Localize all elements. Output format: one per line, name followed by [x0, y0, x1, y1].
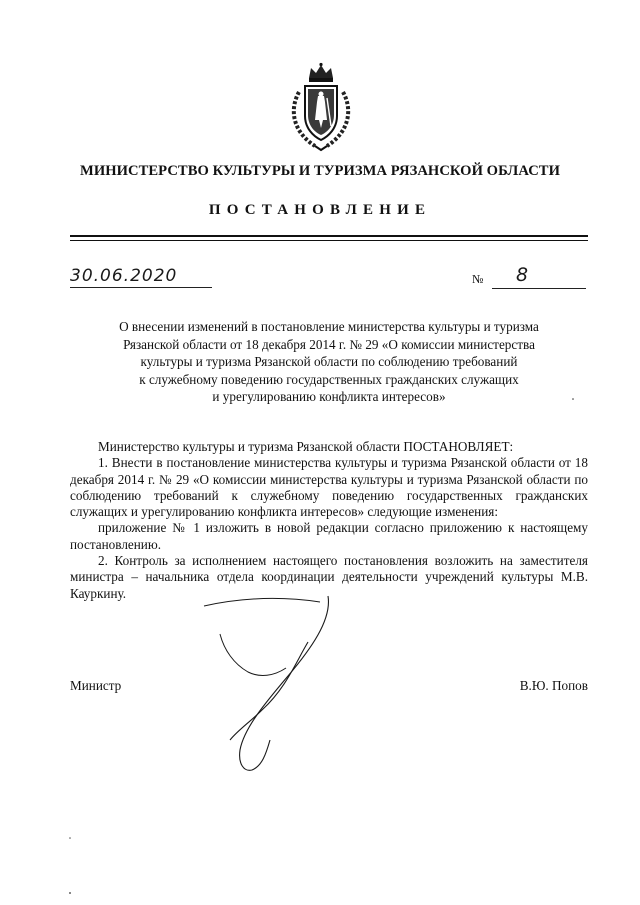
- body-paragraph-item-2: 2. Контроль за исполнением настоящего постановления возложить на заместителя министра – начальника отдела координации деятельности учреждений культуры М.В. Кауркину.: [70, 553, 588, 601]
- ministry-name: МИНИСТЕРСТВО КУЛЬТУРЫ И ТУРИЗМА РЯЗАНСКОЙ ОБЛАСТИ: [80, 163, 560, 179]
- document-date: [70, 266, 212, 292]
- subject-line: Рязанской области от 18 декабря 2014 г. № 29 «О комиссии министерства: [123, 336, 535, 352]
- subject-line: и урегулированию конфликта интересов»: [212, 389, 446, 405]
- number-label: №: [472, 272, 484, 286]
- header-rule-thin: [70, 240, 588, 241]
- coat-of-arms-icon: [285, 62, 357, 152]
- body-paragraph-item-1: 1. Внести в постановление министерства культуры и туризма Рязанской области от 18 декабря 2014 г. № 29 «О комиссии министерства культуры и туризма Рязанской области по соблюдению требований к служебному поведению государственных гражданских служащих и урегулированию конфликта интересов» следующие изменения:: [70, 455, 588, 520]
- document-body: [70, 439, 588, 602]
- subject-line: О внесении изменений в постановление министерства культуры и туризма: [119, 319, 539, 334]
- handwritten-signature: [200, 590, 360, 780]
- signatory-name: В.Ю. Попов: [519, 678, 588, 693]
- number-handwritten: 8: [516, 264, 529, 286]
- date-handwritten: 30.06.2020: [70, 266, 178, 286]
- header-rule-thick: [70, 235, 588, 237]
- subject-line: к служебному поведению государственных гражданских служащих: [139, 371, 519, 387]
- signatory-title: Министр: [70, 678, 122, 693]
- subject-line: культуры и туризма Рязанской области по соблюдению требований: [140, 354, 518, 370]
- number-underline: [492, 288, 586, 289]
- document-number: [468, 264, 586, 292]
- document-subject: [70, 318, 588, 406]
- body-paragraph-appendix: приложение № 1 изложить в новой редакции согласно приложению к настоящему постановлению.: [70, 520, 588, 552]
- date-underline: [70, 287, 212, 288]
- body-paragraph-resolution: Министерство культуры и туризма Рязанской области ПОСТАНОВЛЯЕТ:: [98, 439, 514, 454]
- document-type-title: ПОСТАНОВЛЕНИЕ: [208, 202, 432, 218]
